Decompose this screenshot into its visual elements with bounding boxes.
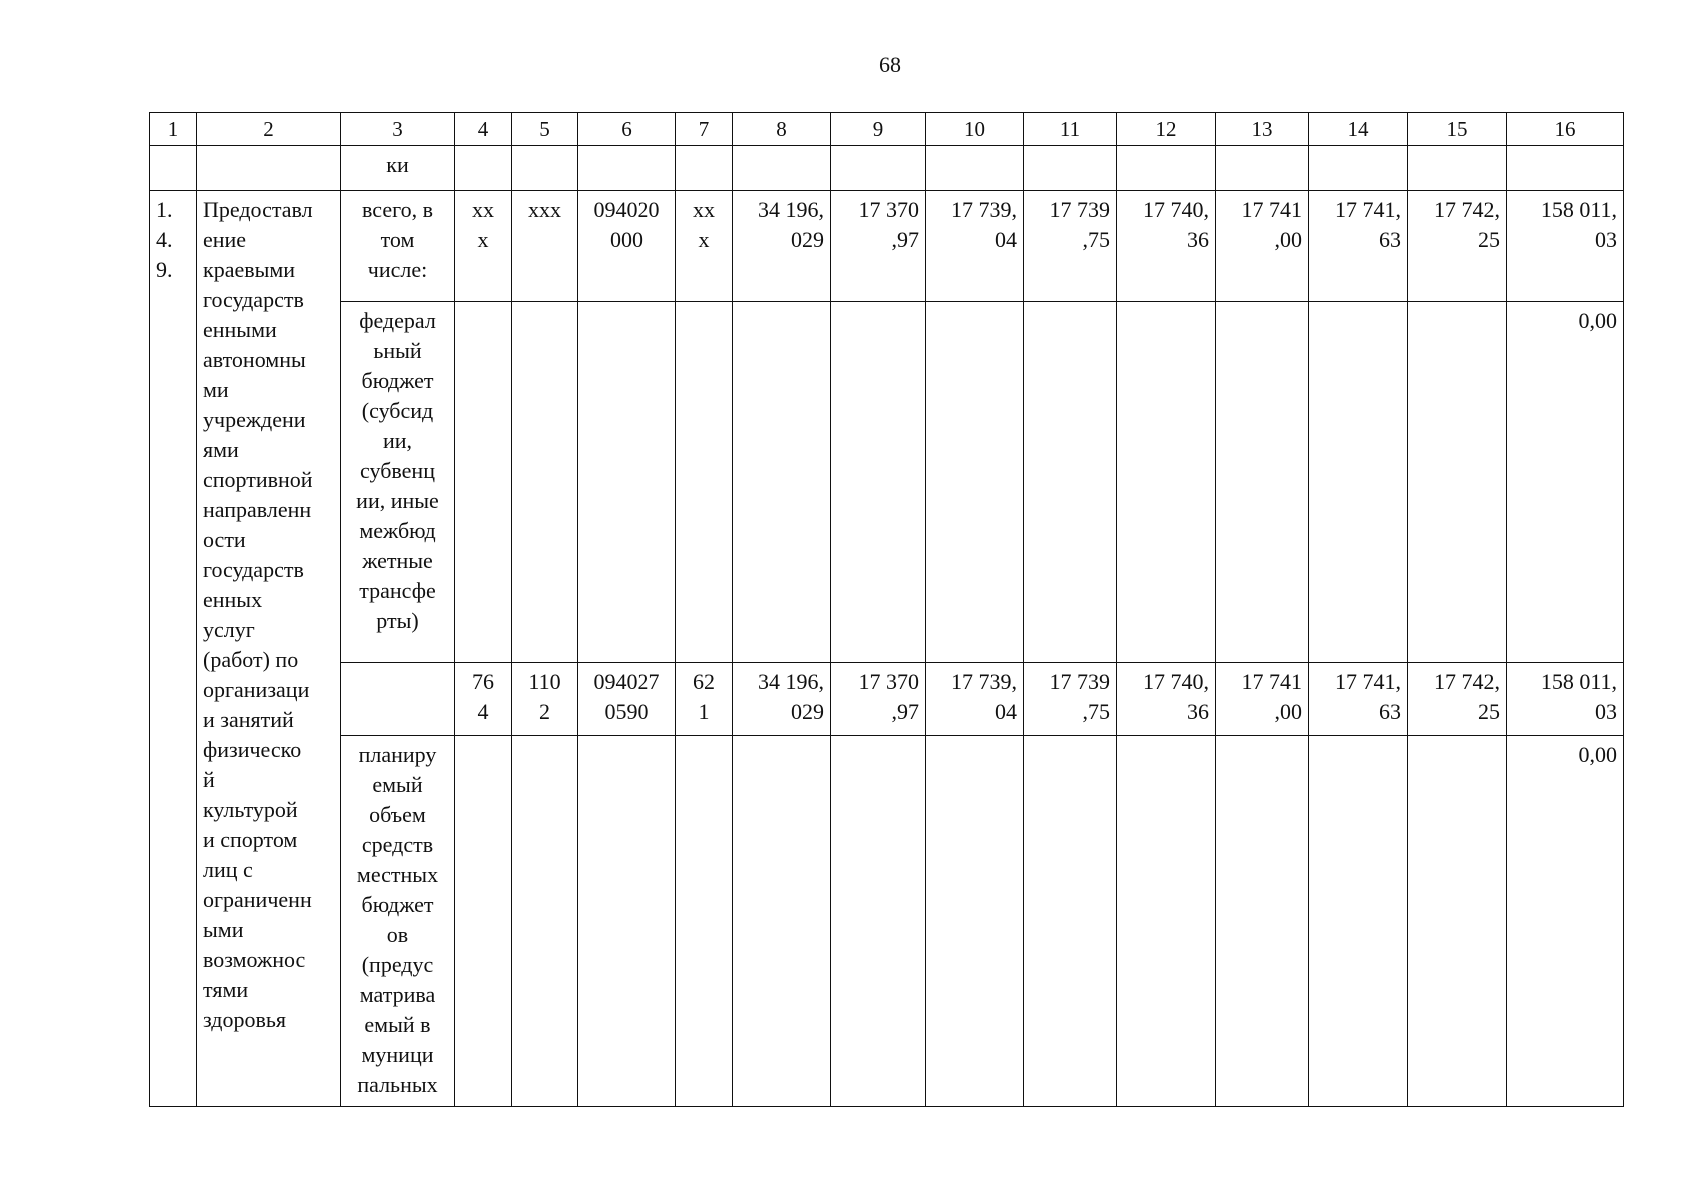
cell-value: 34 196, 029 [733,191,831,302]
cell-value: 17 742, 25 [1408,663,1507,736]
cont-cell-16 [1507,146,1624,191]
cell-rzpr: 110 2 [512,663,578,736]
cell-value: 17 742, 25 [1408,191,1507,302]
cont-cell-12 [1117,146,1216,191]
cell-grbs [455,302,512,663]
row-label: планиру емый объем средств местных бюджет ов (предус матрива емый в муници пальных [341,736,455,1107]
continuation-text: ки [341,146,455,191]
table-row [150,736,1624,1107]
cell-grbs: хх х [455,191,512,302]
col-header-5: 5 [512,113,578,146]
cont-cell-10 [926,146,1024,191]
table-row [150,663,1624,736]
col-header-16: 16 [1507,113,1624,146]
cell-value: 17 741, 63 [1309,663,1408,736]
cell-value: 17 739, 04 [926,191,1024,302]
col-header-4: 4 [455,113,512,146]
cont-cell-8 [733,146,831,191]
cell-vr [676,736,733,1107]
cell-total: 0,00 [1507,736,1624,1107]
cell-vr [676,302,733,663]
cell-value [1216,736,1309,1107]
cont-cell-7 [676,146,733,191]
cell-value: 17 740, 36 [1117,663,1216,736]
cell-rzpr [512,736,578,1107]
cell-value [831,736,926,1107]
cont-cell-5 [512,146,578,191]
cell-value: 17 740, 36 [1117,191,1216,302]
cell-value [1024,302,1117,663]
cell-value: 17 739 ,75 [1024,191,1117,302]
cell-value [1216,302,1309,663]
cell-value: 17 739, 04 [926,663,1024,736]
row-label [341,663,455,736]
col-header-11: 11 [1024,113,1117,146]
col-header-6: 6 [578,113,676,146]
cell-vr: хх х [676,191,733,302]
cell-value [926,736,1024,1107]
cell-value [1309,302,1408,663]
row-label: федерал ьный бюджет (субсид ии, субвенц ии, иные межбюд жетные трансфе рты) [341,302,455,663]
cont-cell-2 [197,146,341,191]
col-header-15: 15 [1408,113,1507,146]
cont-cell-9 [831,146,926,191]
cell-value [926,302,1024,663]
cell-grbs [455,736,512,1107]
cell-value [1117,736,1216,1107]
cell-value [831,302,926,663]
cell-total: 158 011, 03 [1507,191,1624,302]
page-number: 68 [879,52,901,77]
item-number: 1. 4. 9. [150,191,197,1107]
cell-value [1408,302,1507,663]
col-header-8: 8 [733,113,831,146]
cell-csr [578,302,676,663]
col-header-7: 7 [676,113,733,146]
cell-csr: 094027 0590 [578,663,676,736]
item-name: Предоставл ение краевыми государств енными автономны ми учреждени ями спортивной направленн ости государств енных услуг (работ) по организаци и занятий физическо й культурой и спортом лиц с ограниченн ыми возможнос тями здоровья [197,191,341,1107]
cont-cell-6 [578,146,676,191]
col-header-3: 3 [341,113,455,146]
cell-value [733,302,831,663]
col-header-14: 14 [1309,113,1408,146]
cell-value: 17 741 ,00 [1216,663,1309,736]
cell-rzpr: ххх [512,191,578,302]
cont-cell-14 [1309,146,1408,191]
cell-csr [578,736,676,1107]
cell-total: 158 011, 03 [1507,663,1624,736]
cont-cell-13 [1216,146,1309,191]
cell-value [1309,736,1408,1107]
budget-table [149,112,1624,1107]
cell-value: 34 196, 029 [733,663,831,736]
col-header-2: 2 [197,113,341,146]
row-label: всего, в том числе: [341,191,455,302]
cell-value [1117,302,1216,663]
cell-value: 17 741 ,00 [1216,191,1309,302]
cell-value: 17 370 ,97 [831,191,926,302]
col-header-12: 12 [1117,113,1216,146]
table-row [150,191,1624,302]
cell-value: 17 741, 63 [1309,191,1408,302]
continuation-row [150,146,1624,191]
cell-value: 17 739 ,75 [1024,663,1117,736]
cont-cell-15 [1408,146,1507,191]
cont-cell-4 [455,146,512,191]
cell-vr: 62 1 [676,663,733,736]
cont-cell-11 [1024,146,1117,191]
cont-cell-1 [150,146,197,191]
cell-grbs: 76 4 [455,663,512,736]
cell-value [1024,736,1117,1107]
col-header-13: 13 [1216,113,1309,146]
col-header-1: 1 [150,113,197,146]
col-header-10: 10 [926,113,1024,146]
column-number-row [150,113,1624,146]
cell-csr: 094020 000 [578,191,676,302]
cell-rzpr [512,302,578,663]
table-row [150,302,1624,663]
cell-value [1408,736,1507,1107]
col-header-9: 9 [831,113,926,146]
cell-value [733,736,831,1107]
cell-total: 0,00 [1507,302,1624,663]
cell-value: 17 370 ,97 [831,663,926,736]
